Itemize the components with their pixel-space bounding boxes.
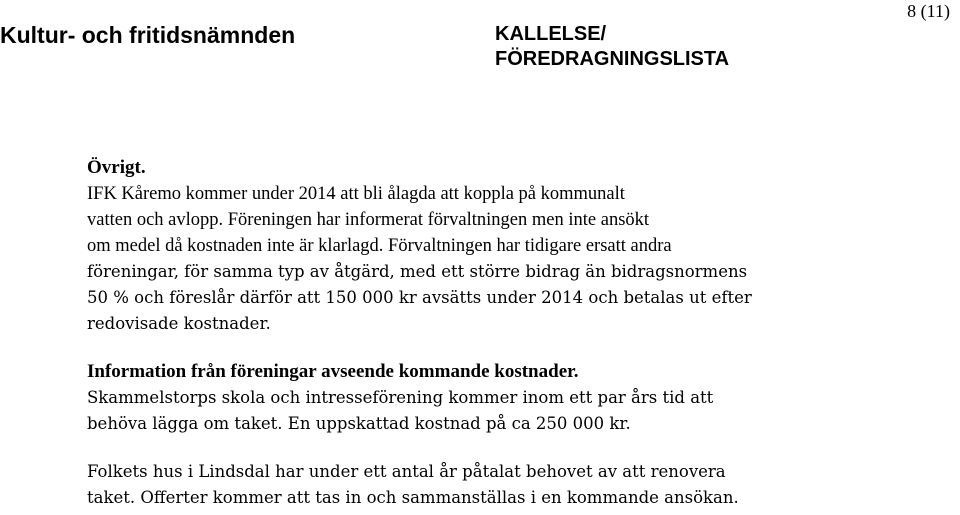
- paragraph-line: IFK Kåremo kommer under 2014 att bli ålagda att koppla på kommunalt: [87, 184, 625, 204]
- section-ovrigt-paragraph: [87, 181, 957, 337]
- paragraph-line: om medel då kostnaden inte är klarlagd. Förvaltningen har tidigare ersatt andra: [87, 236, 672, 256]
- section-title-information: Information från föreningar avseende kommande kostnader.: [87, 361, 579, 382]
- paragraph-line: föreningar, för samma typ av åtgärd, med ett större bidrag än bidragsnormens: [87, 262, 748, 281]
- committee-name: Kultur- och fritidsnämnden: [0, 22, 296, 48]
- paragraph-line: redovisade kostnader.: [87, 314, 271, 333]
- section-information-paragraph-2: [87, 459, 957, 511]
- paragraph-line: behöva lägga om taket. En uppskattad kostnad på ca 250 000 kr.: [87, 414, 631, 433]
- document-type-line-1: KALLELSE/: [495, 23, 607, 45]
- paragraph-line: Skammelstorps skola och intresseförening kommer inom ett par års tid att: [87, 388, 714, 407]
- section-title-ovrigt: Övrigt.: [87, 157, 146, 178]
- paragraph-line: Folkets hus i Lindsdal har under ett antal år påtalat behovet av att renovera: [87, 462, 726, 481]
- section-information-paragraph-1: [87, 385, 957, 437]
- paragraph-line: 50 % och föreslår därför att 150 000 kr avsätts under 2014 och betalas ut efter: [87, 288, 752, 307]
- paragraph-line: taket. Offerter kommer att tas in och sammanställas i en kommande ansökan.: [87, 488, 739, 507]
- page-number: 8 (11): [907, 1, 950, 21]
- document-body: [87, 155, 957, 511]
- document-type-line-2: FÖREDRAGNINGSLISTA: [495, 48, 730, 70]
- paragraph-line: vatten och avlopp. Föreningen har informerat förvaltningen men inte ansökt: [87, 210, 650, 230]
- document-type: [495, 22, 729, 72]
